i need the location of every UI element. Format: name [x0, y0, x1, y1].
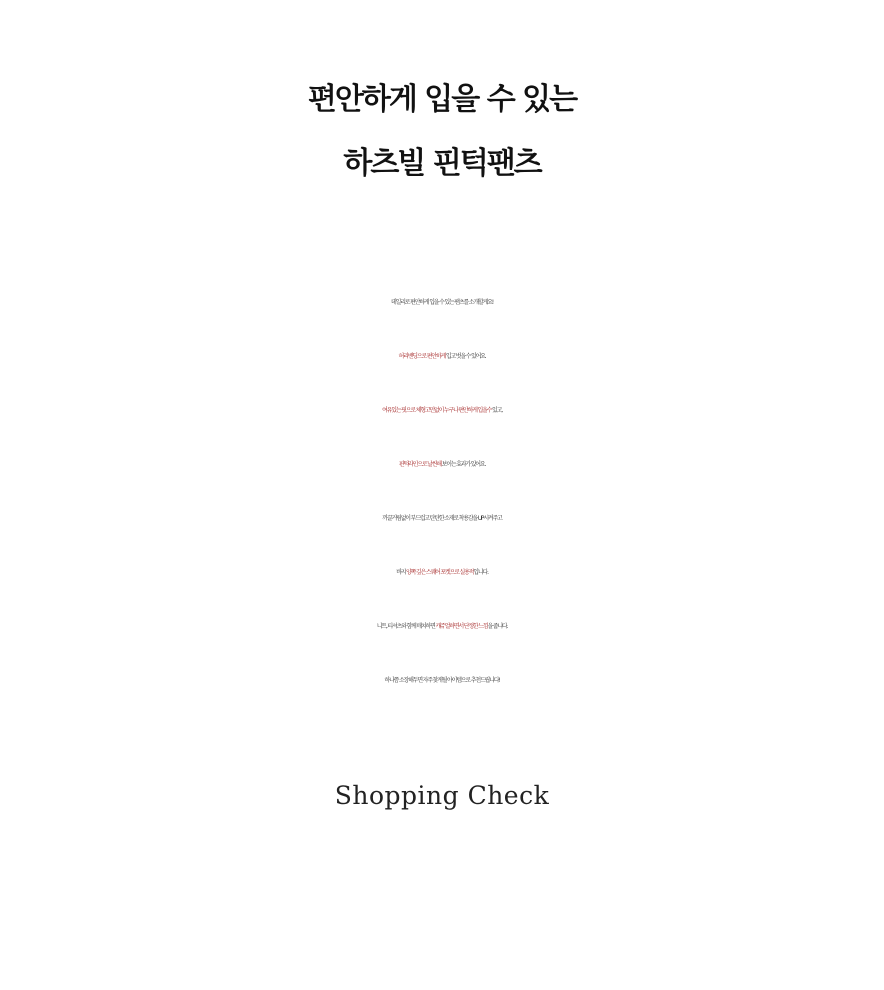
headline-line-2: 하츠빌 핀턱팬츠 [343, 146, 541, 181]
description-line [0, 330, 884, 384]
notice-line [0, 822, 884, 856]
description-phrase: 까끌거림없이 부드럽고 탄탄한 소재로 착용감을 UP시켜주고 [382, 515, 502, 522]
highlighted-phrase: 허리밴딩으로 편안하게 [398, 353, 446, 360]
description-text [0, 276, 884, 708]
description-line [0, 384, 884, 438]
shopping-check-title: Shopping Check [334, 781, 550, 810]
headline [0, 68, 884, 196]
description-phrase: 니트, 티셔츠와 함께 매치하면 [376, 623, 436, 630]
description-phrase: 보이는 효과가 있어요. [440, 461, 486, 468]
notice-line [0, 856, 884, 890]
highlighted-phrase: 여유있는 핏으로 체형고민없이 누구나 편안하게 입을수 [382, 407, 492, 414]
headline-line-1: 편안하게 입을 수 있는 [307, 82, 577, 117]
description-phrase: 을 줍니다. [487, 623, 508, 630]
description-phrase: 입니다. [473, 569, 488, 576]
highlighted-phrase: 캐쥬얼하면서 단정한 느낌 [435, 623, 488, 630]
highlighted-phrase: 양쪽 깊은 스퀘어 포켓으로 실용적 [406, 569, 474, 576]
description-phrase: 하나쯤 소장해두면 자주 찾게될 아이템으로 추천드립니다! [384, 677, 500, 684]
description-line [0, 600, 884, 654]
description-phrase: 입고 벗을 수 있어요. [445, 353, 486, 360]
description-phrase: 있고, [491, 407, 502, 414]
description-line [0, 276, 884, 330]
description-line [0, 654, 884, 708]
description-line [0, 438, 884, 492]
highlighted-phrase: 핀턱라인으로 날씬해 [398, 461, 441, 468]
description-phrase: 데일리로 편안하게 입을 수 있는 팬츠를 소개할게요! [391, 299, 493, 306]
description-phrase: 바지 [396, 569, 407, 576]
shopping-check-notice [0, 822, 884, 924]
description-line [0, 546, 884, 600]
description-line [0, 492, 884, 546]
notice-line [0, 890, 884, 924]
